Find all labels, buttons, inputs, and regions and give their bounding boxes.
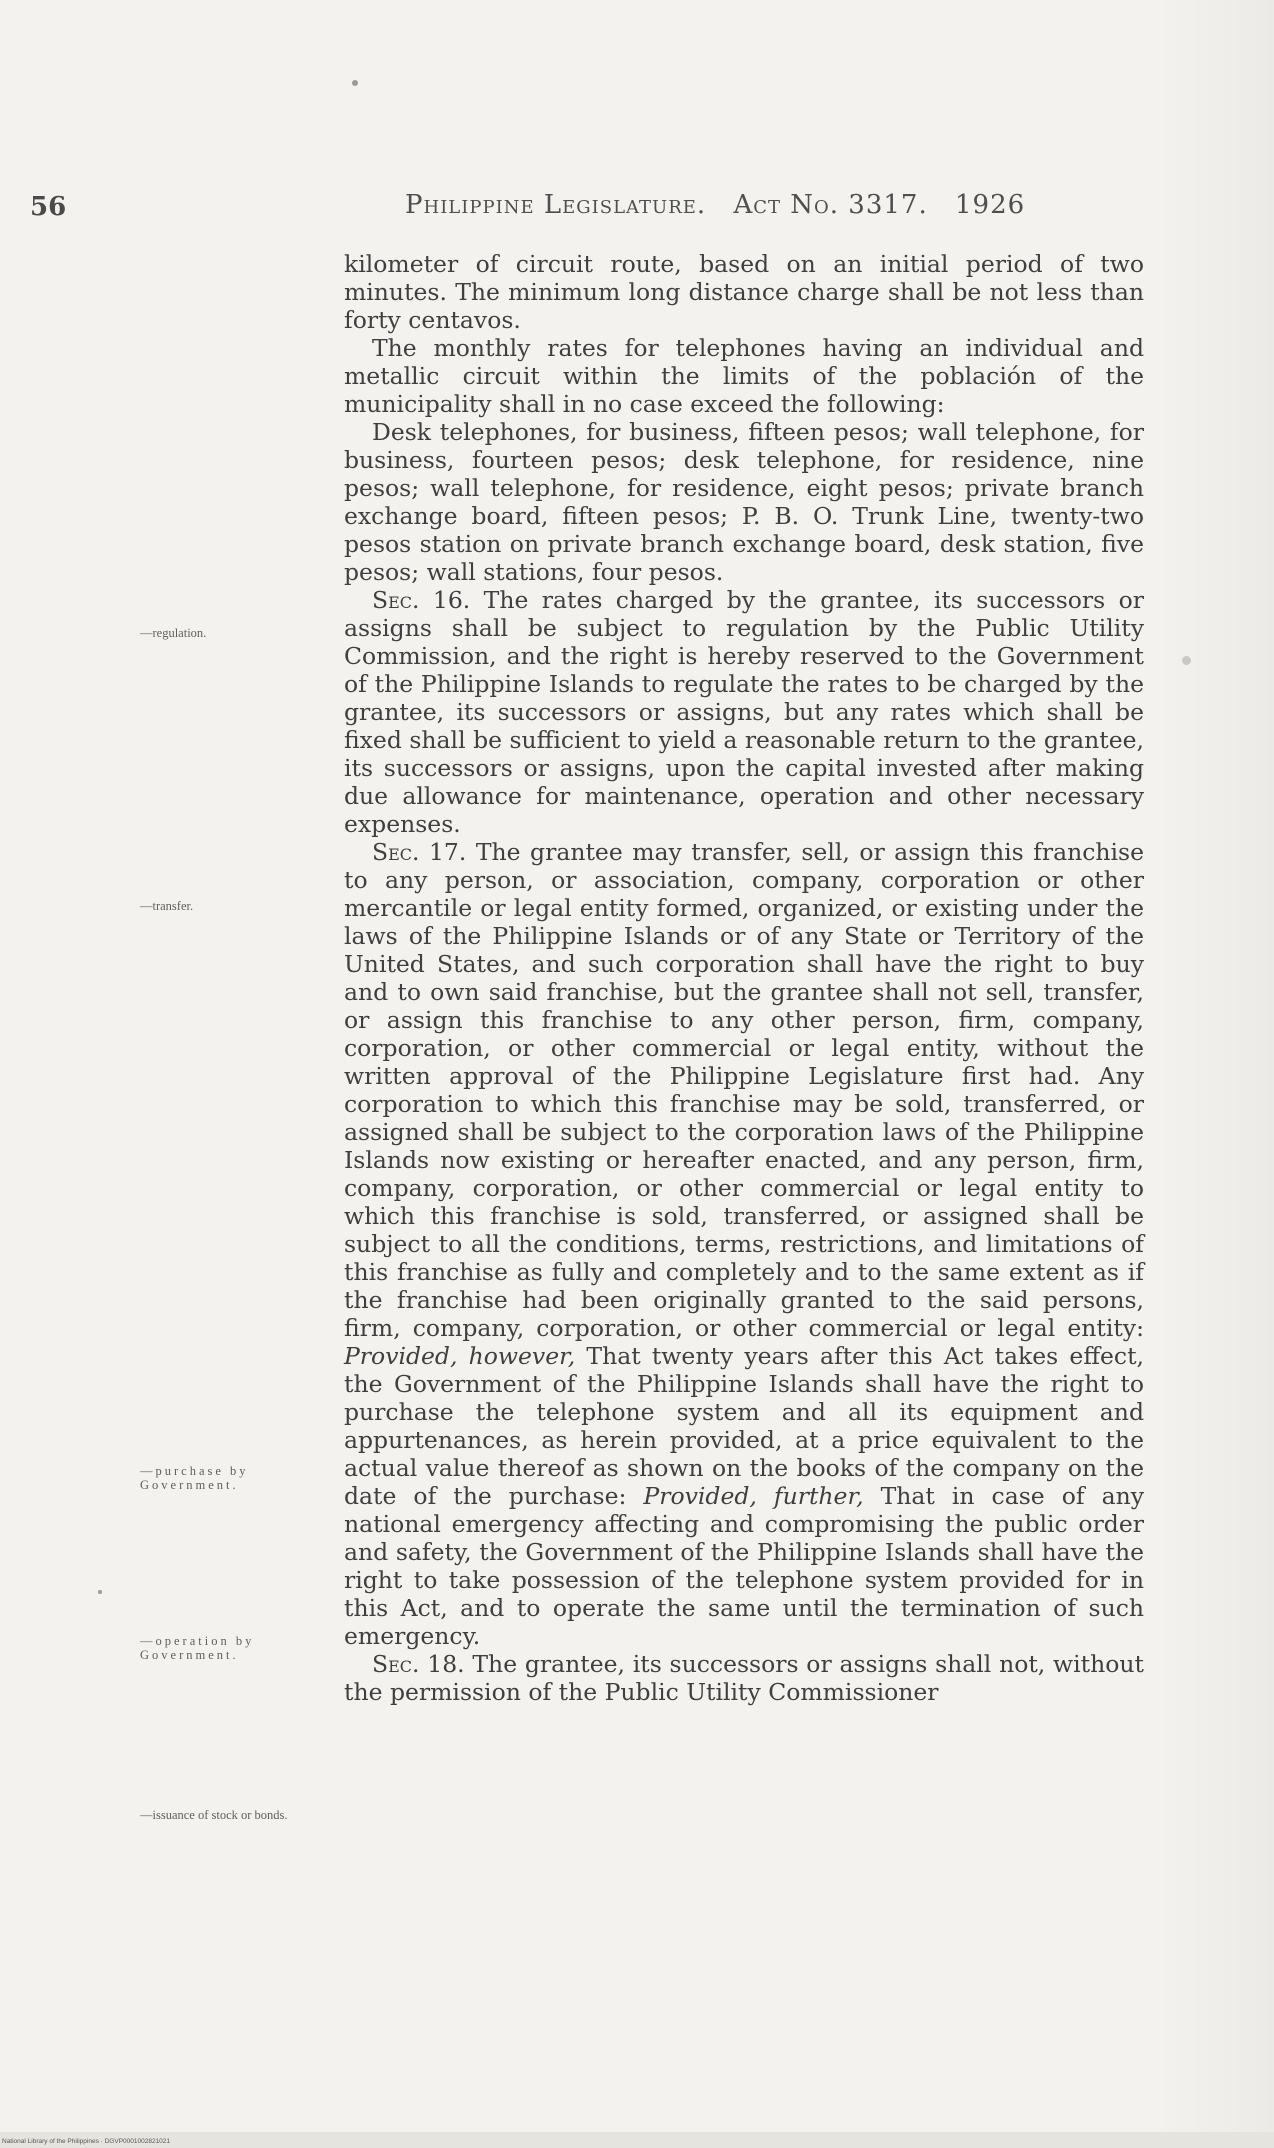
section-16-label: Sec. 16. bbox=[372, 586, 471, 614]
margin-note-purchase: —purchase by Government. bbox=[140, 1464, 249, 1492]
section-17-text-b: That twenty years after this Act takes effect, the Government of the Philippine Islands shall have the right to purchase the telephone system and all its equipment and appurtenances, as herein provided, at a price equivalent to the actual value thereof as shown on the books of the company on the date of the purchase: bbox=[344, 1342, 1145, 1510]
section-18-label: Sec. 18. bbox=[372, 1650, 465, 1678]
footer-strip bbox=[0, 2132, 1274, 2148]
margin-note-regulation: —regulation. bbox=[140, 626, 207, 640]
paragraph-rates-continued: kilometer of circuit route, based on an initial period of two minutes. The minimum long distance charge shall be not less than forty centavos. bbox=[344, 250, 1144, 334]
print-speck bbox=[98, 1590, 102, 1594]
running-head-title: Philippine Legislature. bbox=[405, 190, 707, 220]
paragraph-monthly-rates: The monthly rates for telephones having an individual and metallic circuit within the limits of the población of the municipality shall in no case exceed the following: bbox=[344, 334, 1144, 418]
paragraph-rate-list: Desk telephones, for business, fifteen pesos; wall telephone, for business, fourteen pesos; desk telephone, for residence, nine pesos; wall telephone, for residence, eight pesos; private branch exchange board, fifteen pesos; P. B. O. Trunk Line, twenty-two pesos station on private branch exchange board, desk station, five pesos; wall stations, four pesos. bbox=[344, 418, 1144, 586]
section-17 bbox=[344, 838, 1144, 1650]
section-17-proviso-1: Provided, however, bbox=[344, 1342, 576, 1370]
print-speck bbox=[1182, 656, 1191, 665]
section-17-label: Sec. 17. bbox=[372, 838, 467, 866]
footer-credit: National Library of the Philippines · DGVP0001002821021 bbox=[2, 2138, 171, 2145]
section-18 bbox=[344, 1650, 1144, 1706]
running-head bbox=[405, 190, 1105, 220]
page-number: 56 bbox=[30, 192, 67, 222]
page-edge-shading bbox=[1154, 0, 1274, 2148]
section-17-proviso-2: Provided, further, bbox=[643, 1482, 864, 1510]
running-head-year: 1926 bbox=[955, 190, 1026, 220]
section-17-text-a: The grantee may transfer, sell, or assign this franchise to any person, or association, company, corporation or other mercantile or legal entity formed, organized, or existing under the laws of the Philippine Islands or of any State or Territory of the United States, and such corporation shall have the right to buy and to own said franchise, but the grantee shall not sell, transfer, or assign this franchise to any other person, firm, company, corporation, or other commercial or legal entity, without the written approval of the Philippine Legislature first had. Any corporation to which this franchise may be sold, transferred, or assigned shall be subject to the corporation laws of the Philippine Islands now existing or hereafter enacted, and any person, firm, company, corporation, or other commercial or legal entity to which this franchise is sold, transferred, or assigned shall be subject to all the conditions, terms, restrictions, and limitations of this franchise as fully and completely and to the same extent as if the franchise had been originally granted to the said persons, firm, company, corporation, or other commercial or legal entity: bbox=[344, 838, 1144, 1342]
margin-note-operation: —operation by Government. bbox=[140, 1634, 255, 1662]
section-16 bbox=[344, 586, 1144, 838]
section-16-text: The rates charged by the grantee, its successors or assigns shall be subject to regulation by the Public Utility Commission, and the right is hereby reserved to the Government of the Philippine Islands to regulate the rates to be charged by the grantee, its successors or assigns, but any rates which shall be fixed shall be sufficient to yield a reasonable return to the grantee, its successors or assigns, upon the capital invested after making due allowance for maintenance, operation and other necessary expenses. bbox=[344, 586, 1144, 838]
print-speck bbox=[352, 80, 358, 86]
document-body bbox=[344, 250, 1144, 1706]
running-head-act: Act No. 3317. bbox=[733, 190, 928, 220]
margin-note-issuance: —issuance of stock or bonds. bbox=[140, 1808, 288, 1822]
section-17-text-c: That in case of any national emergency affecting and compromising the public order and safety, the Government of the Philippine Islands shall have the right to take possession of the telephone system provided for in this Act, and to operate the same until the termination of such emergency. bbox=[344, 1482, 1144, 1650]
section-18-text: The grantee, its successors or assigns shall not, without the permission of the Public Utility Commissioner bbox=[344, 1650, 1144, 1706]
margin-note-transfer: —transfer. bbox=[140, 899, 194, 913]
